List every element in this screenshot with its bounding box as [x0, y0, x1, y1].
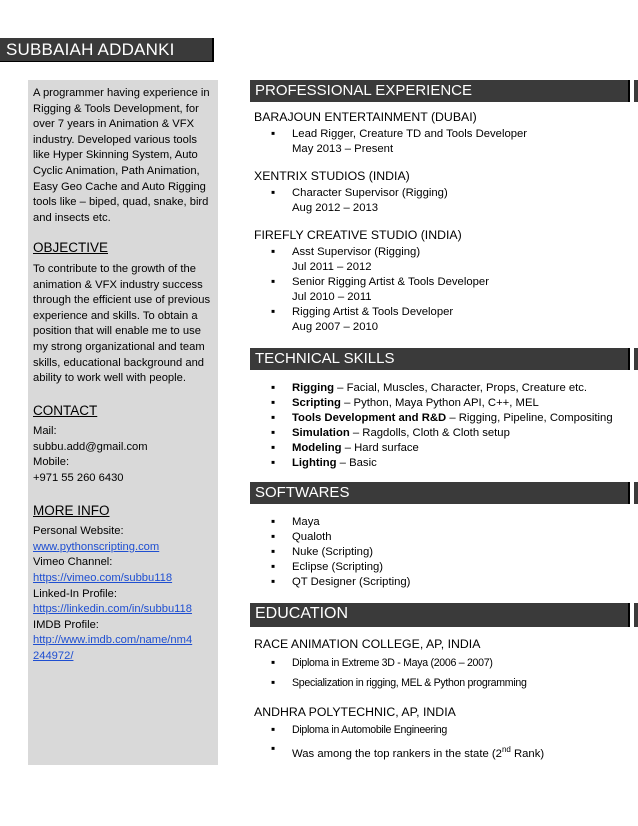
education-section — [254, 637, 638, 762]
skill-text: – Ragdolls, Cloth & Cloth setup — [349, 427, 510, 439]
company-name: XENTRIX STUDIOS (INDIA) — [254, 169, 410, 183]
vimeo-link[interactable]: https://vimeo.com/subbu118 — [33, 572, 173, 585]
objective-heading: OBJECTIVE — [33, 240, 109, 256]
college-name: RACE ANIMATION COLLEGE, AP, INDIA — [254, 637, 481, 651]
education-item: ▪ Diploma in Automobile Engineering — [254, 723, 638, 738]
vimeo-label: Vimeo Channel: — [33, 556, 113, 569]
role-title: ▪ Senior Rigging Artist & Tools Developer — [254, 275, 638, 290]
skill-label: Scripting — [292, 397, 341, 409]
skill-text: – Hard surface — [341, 442, 419, 454]
skills-section — [254, 381, 638, 471]
candidate-name: SUBBAIAH ADDANKI — [6, 40, 175, 59]
experience-section — [254, 110, 638, 335]
imdb-link-line2: 244972/ — [33, 650, 74, 662]
software-item: ▪ Qualoth — [254, 530, 638, 545]
experience-header-end — [628, 80, 634, 102]
rank-superscript: nd — [501, 745, 511, 754]
website-label: Personal Website: — [33, 525, 124, 538]
role-title: ▪ Lead Rigger, Creature TD and Tools Developer — [254, 127, 638, 142]
summary-text: A programmer having experience in Rigging & Tools Development, for over 7 years in Animation & VFX industry. Developed various tools like Hyper Skinning System, Auto Cyclic Animation, Path Animation, Easy Geo Cache and Auto Rigging tools like – biped, quad, snake, bird and insects etc. — [33, 87, 210, 224]
name-banner-end — [212, 38, 220, 62]
mail-value: subbu.add@gmail.com — [33, 440, 148, 453]
role-dates: Aug 2012 – 2013 — [292, 202, 379, 214]
company-name: BARAJOUN ENTERTAINMENT (DUBAI) — [254, 110, 477, 124]
education-item: ▪ Specialization in rigging, MEL & Python programming — [254, 676, 638, 691]
mobile-label: Mobile: — [33, 456, 70, 469]
role-title: ▪ Rigging Artist & Tools Developer — [254, 305, 638, 320]
softwares-section — [254, 515, 638, 590]
skill-item — [254, 426, 638, 441]
skill-label: Rigging — [292, 382, 335, 394]
skill-item — [254, 411, 638, 426]
company-name: FIREFLY CREATIVE STUDIO (INDIA) — [254, 228, 462, 242]
softwares-heading: SOFTWARES — [255, 484, 350, 501]
software-item: ▪ Eclipse (Scripting) — [254, 560, 638, 575]
name-banner — [0, 38, 220, 62]
role-dates: Aug 2007 – 2010 — [292, 321, 379, 333]
software-item: ▪ Maya — [254, 515, 638, 530]
skills-header — [250, 348, 638, 370]
skill-text: – Python, Maya Python API, C++, MEL — [340, 397, 539, 409]
softwares-header-end — [628, 482, 634, 504]
skill-text: – Rigging, Pipeline, Compositing — [446, 412, 613, 424]
linkedin-label: Linked-In Profile: — [33, 587, 117, 600]
skill-label: Simulation — [292, 427, 350, 439]
softwares-header — [250, 482, 638, 504]
education-item: ▪ Diploma in Extreme 3D - Maya (2006 – 2007) — [254, 656, 638, 671]
college-name: ANDHRA POLYTECHNIC, AP, INDIA — [254, 705, 456, 719]
skill-label: Modeling — [292, 442, 342, 454]
skill-item — [254, 396, 638, 411]
education-heading: EDUCATION — [255, 605, 349, 622]
imdb-link[interactable] — [33, 633, 215, 664]
mail-label: Mail: — [33, 425, 57, 438]
skill-label: Lighting — [292, 457, 337, 469]
software-item: ▪ Nuke (Scripting) — [254, 545, 638, 560]
contact-heading: CONTACT — [33, 402, 98, 418]
experience-heading: PROFESSIONAL EXPERIENCE — [255, 82, 473, 99]
skills-heading: TECHNICAL SKILLS — [255, 350, 395, 367]
website-link[interactable]: www.pythonscripting.com — [33, 540, 160, 553]
role-title: ▪ Asst Supervisor (Rigging) — [254, 245, 638, 260]
education-header-end — [628, 603, 634, 627]
rank-text: Was among the top rankers in the state (2 — [292, 747, 502, 760]
skill-item — [254, 381, 638, 396]
skill-label: Tools Development and R&D — [292, 412, 447, 424]
skill-text: – Basic — [336, 457, 377, 469]
role-title: ▪ Character Supervisor (Rigging) — [254, 186, 638, 201]
mobile-value: +971 55 260 6430 — [33, 472, 124, 485]
role-dates: Jul 2011 – 2012 — [292, 261, 372, 273]
skill-text: – Facial, Muscles, Character, Props, Creature etc. — [334, 382, 588, 394]
rank-text-end: Rank) — [510, 747, 545, 760]
imdb-label: IMDB Profile: — [33, 618, 99, 631]
imdb-link-line1: http://www.imdb.com/name/nm4 — [33, 634, 193, 647]
skill-item — [254, 441, 638, 456]
sidebar — [28, 80, 218, 765]
more-info-heading: MORE INFO — [33, 502, 110, 518]
skill-item — [254, 456, 638, 471]
software-item: ▪ QT Designer (Scripting) — [254, 575, 638, 590]
linkedin-link[interactable]: https://linkedin.com/in/subbu118 — [33, 603, 193, 616]
skills-header-end — [628, 348, 634, 370]
role-dates: Jul 2010 – 2011 — [292, 291, 372, 303]
role-dates: May 2013 – Present — [292, 143, 394, 155]
education-header — [250, 603, 638, 627]
experience-header — [250, 80, 638, 102]
objective-text: To contribute to the growth of the animation & VFX industry success through the efficient use of previous experience and skills. To obtain a position that will enable me to use my strong organizational and team skills, educational background and ability to work well with people. — [33, 262, 211, 385]
education-item — [254, 742, 638, 762]
